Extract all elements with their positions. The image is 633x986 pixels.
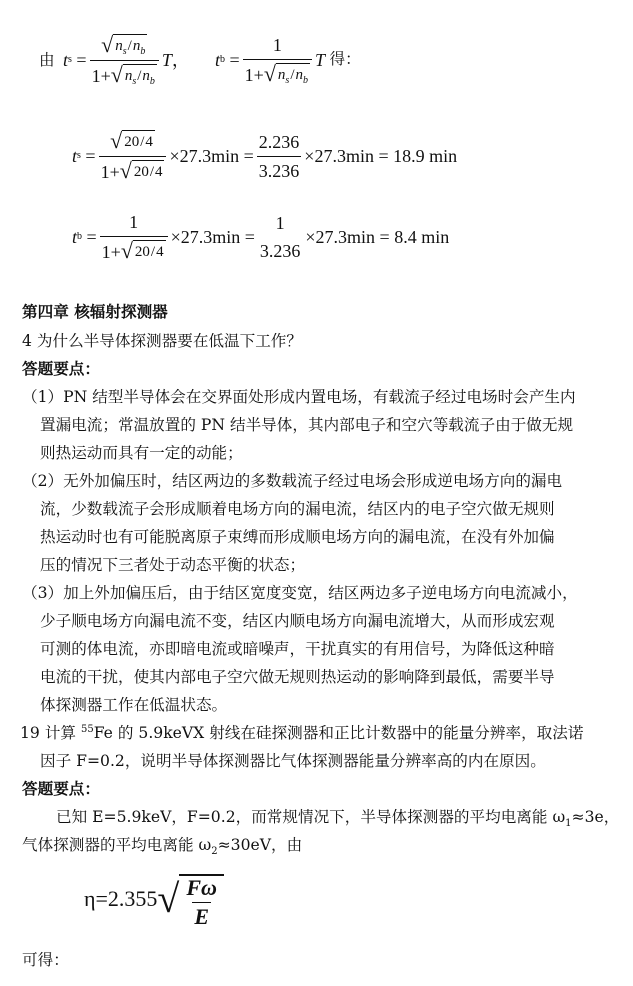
answer-label: 答题要点： [22, 779, 100, 798]
question-4: 4 为什么半导体探测器要在低温下工作？ [22, 332, 302, 350]
answer-line: （1）PN 结型半导体会在交界面处形成内置电场，有载流子经过电场时会产生内 [22, 388, 576, 406]
answer-line: 电流的干扰，使其内部电子空穴做无规则热运动的影响降到最低，需要半导 [40, 668, 555, 686]
intro-prefix: 由 [39, 51, 55, 69]
tb-numeric-formula: t b = 1 1+ √ 20 / 4 ×27.3min = 1 3.236 ×27.3min = 8.4 min [72, 212, 450, 263]
answer-line: 流，少数载流子会形成顺着电场方向的漏电流，结区内的电子空穴做无规则 [40, 500, 555, 518]
question-19: 19 计算 $^{55}$Fe 的 5.9keVX 射线在硅探测器和正比计数器中的能量分辨率，取法诺 [20, 723, 584, 742]
gas-ionization: 气体探测器的平均电离能 $\omega_2\approx 30eV$，由 [22, 836, 303, 858]
resolution-formula: η=2.355 √ $\frac{F\omega}{E}$ [84, 866, 224, 932]
chapter-title: 第四章 核辐射探测器 [22, 302, 168, 321]
answer-line: 热运动时也有可能脱离原子束缚而形成顺电场方向的漏电流，在没有外加偏 [40, 528, 555, 546]
answer-line: 压的情况下三者处于动态平衡的状态； [40, 556, 306, 574]
conclusion-label: 可得： [22, 951, 69, 969]
ts-numeric-formula: t s = √ 20 / 4 1+ √ 20 / 4 ×27.3min = $\frac{2.236}{3.236}$ ×27.3min = 18.9 min [72, 127, 458, 183]
ts-general-formula: t s = √ $n_s$ / $n_b$ 1+ √ $n_s$ / $n_b$ T ， [63, 31, 190, 87]
answer-line: 少子顺电场方向漏电流不变，结区内顺电场方向漏电流增大，从而形成宏观 [40, 612, 555, 630]
answer-line: （2）无外加偏压时，结区两边的多数载流子经过电场会形成逆电场方向的漏电 [22, 472, 563, 490]
answer-line: 可测的体电流，亦即暗电流或暗噪声，干扰真实的有用信号，为降低这种暗 [40, 640, 555, 658]
answer-line: （3）加上外加偏压后，由于结区宽度变宽，结区两边多子逆电场方向电流减小， [22, 584, 578, 602]
tb-general-formula: t b = 1 1+ √ $n_s$ / $n_b$ T 得： [215, 35, 361, 86]
answer-label: 答题要点： [22, 359, 100, 378]
answer-line: 置漏电流；常温放置的 PN 结半导体，其内部电子和空穴等载流子由于做无规 [40, 416, 574, 434]
answer-line: 体探测器工作在低温状态。 [40, 696, 228, 714]
answer-line: 则热运动而具有一定的动能； [40, 444, 243, 462]
question-19-line2: 因子 F=0.2，说明半导体探测器比气体探测器能量分辨率高的内在原因。 [40, 752, 546, 770]
known-values: 已知 E=5.9keV，F=0.2，而常规情况下，半导体探测器的平均电离能 $\omega_1\approx 3e$， [56, 808, 620, 830]
